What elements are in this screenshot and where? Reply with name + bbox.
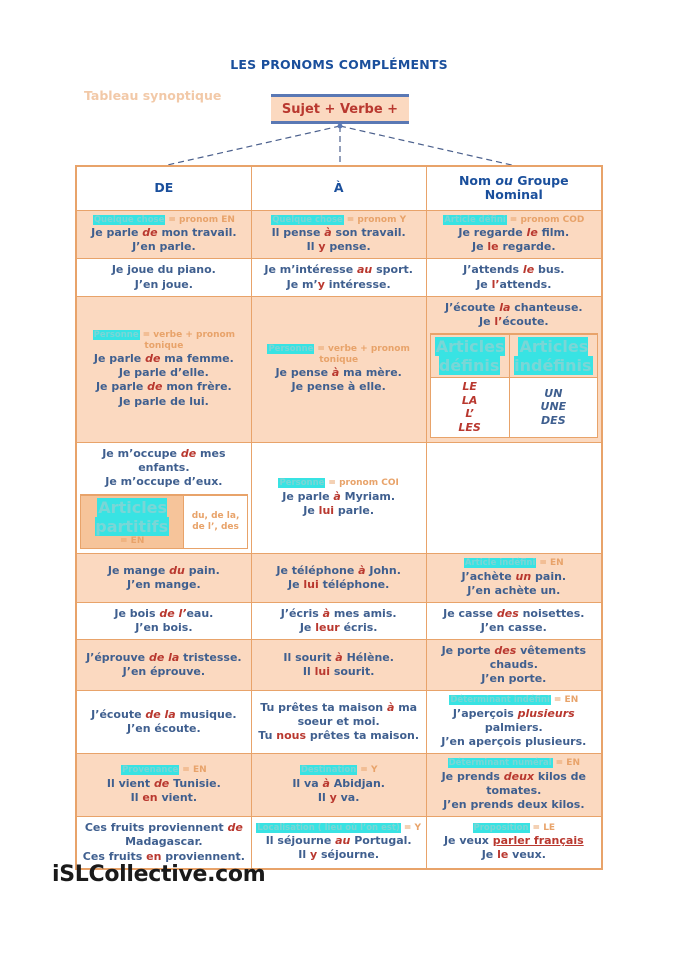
- sentence-line: Il y séjourne.: [298, 848, 380, 862]
- sentence-line: Je prends deux kilos de tomates.: [441, 770, 587, 798]
- table-row: [76, 817, 602, 869]
- example-sentences: [430, 644, 598, 686]
- sentence-line: Je parle d’elle.: [118, 366, 209, 380]
- sentence-line: Je bois de l’eau.: [114, 606, 214, 620]
- sentence-line: J’écoute la chanteuse.: [445, 300, 583, 314]
- example-sentences: [255, 607, 423, 635]
- sentence-line: Ces fruits en proviennent.: [82, 849, 245, 863]
- sentence-line: J’en parle.: [132, 240, 196, 254]
- sentence-line: J’attends le bus.: [463, 263, 565, 277]
- sentence-line: Je casse des noisettes.: [443, 606, 585, 620]
- highlighted-term: Localisation ( lieu où l’on est): [257, 822, 400, 833]
- sentence-line: J’en mange.: [127, 577, 201, 591]
- table-row: [76, 296, 602, 442]
- cell-label: [255, 344, 423, 366]
- sentence-line: Il y pense.: [306, 240, 371, 254]
- sentence-line: Je mange du pain.: [107, 563, 220, 577]
- cell-nom-row10: [426, 817, 602, 869]
- example-sentences: [80, 447, 248, 489]
- example-sentences: [80, 564, 248, 592]
- sentence-line: J’aperçois plusieurs palmiers.: [452, 707, 575, 735]
- article-value: UNE: [540, 400, 567, 414]
- cell-label: [430, 558, 598, 569]
- sentence-line: Tu nous prêtes ta maison.: [258, 729, 420, 743]
- pronoun-table: [75, 165, 603, 870]
- cell-nom-row1: [426, 210, 602, 259]
- article-value: DES: [541, 414, 566, 428]
- example-sentences: [430, 707, 598, 749]
- sentence-line: J’écris à mes amis.: [280, 606, 397, 620]
- column-header-3: Nom ou Groupe Nominal: [426, 166, 602, 210]
- cell-de-row10: [76, 817, 251, 869]
- sentence-line: Il séjourne au Portugal.: [265, 834, 412, 848]
- sentence-line: Il y va.: [317, 791, 360, 805]
- highlighted-term: Article défini: [444, 214, 506, 225]
- example-sentences: [430, 226, 598, 254]
- equals-note: = pronom Y: [346, 214, 407, 225]
- table-row: [76, 442, 602, 553]
- articles-subtable: [430, 334, 598, 438]
- sentence-line: Ces fruits proviennent de Madagascar.: [84, 821, 243, 849]
- equals-note: = EN: [539, 558, 564, 568]
- partitif-strip: [80, 495, 248, 549]
- sentence-line: J’écoute de la musique.: [91, 708, 237, 722]
- cell-nom-row2: [426, 259, 602, 296]
- highlighted-term: Destination: [300, 765, 357, 776]
- equals-note: = EN: [120, 536, 145, 546]
- highlighted-term: Articles définis: [435, 336, 505, 375]
- sentence-line: Je téléphone à John.: [276, 563, 401, 577]
- sentence-line: Je m’occupe d’eux.: [105, 474, 223, 488]
- highlighted-term: Personne: [268, 343, 314, 354]
- cell-de-row1: [76, 210, 251, 259]
- sentence-line: J’en bois.: [135, 621, 193, 635]
- cell-a-row5: [251, 554, 426, 603]
- highlighted-term: Articles partitifs: [95, 498, 169, 536]
- highlighted-term: Articles indéfinis: [514, 336, 592, 375]
- sentence-line: Je pense à ma mère.: [275, 366, 402, 380]
- article-value: UN: [544, 386, 563, 400]
- cell-label: [80, 330, 248, 352]
- example-sentences: [255, 564, 423, 592]
- cell-label: [255, 478, 423, 489]
- sentence-line: Je parle à Myriam.: [282, 489, 396, 503]
- sentence-line: Je parle de lui.: [118, 394, 209, 408]
- sentence-line: Il pense à son travail.: [271, 226, 406, 240]
- example-sentences: [430, 834, 598, 862]
- cell-nom-row5: [426, 554, 602, 603]
- sentence-line: J’en casse.: [480, 621, 547, 635]
- sentence-line: Il va à Abidjan.: [292, 777, 385, 791]
- cell-a-row6: [251, 602, 426, 639]
- cell-de-row2: [76, 259, 251, 296]
- table-row: [76, 554, 602, 603]
- sentence-line: J’en aperçois plusieurs.: [441, 735, 587, 749]
- sentence-line: Je parle de mon travail.: [91, 226, 237, 240]
- cell-label: [255, 215, 423, 226]
- example-sentences: [80, 352, 248, 408]
- cell-label: [430, 823, 598, 834]
- cell-a-row8: [251, 691, 426, 754]
- equals-note: = EN: [553, 695, 579, 706]
- example-sentences: [80, 651, 248, 679]
- sentence-line: J’en écoute.: [127, 722, 201, 736]
- cell-nom-row3: [426, 296, 602, 442]
- example-sentences: [430, 263, 598, 291]
- root-node-sujet-verbe: Sujet + Verbe +: [271, 94, 409, 124]
- table-row: [76, 210, 602, 259]
- cell-label: [430, 758, 598, 769]
- example-sentences: [255, 226, 423, 254]
- example-sentences: [80, 607, 248, 635]
- cell-a-row7: [251, 640, 426, 691]
- highlighted-term: Personne: [279, 477, 325, 488]
- sentence-line: Je m’y intéresse.: [286, 277, 391, 291]
- partitif-value: de l’, des: [192, 522, 239, 532]
- partitif-label-cell: [81, 496, 184, 549]
- cell-label: [430, 695, 598, 706]
- table-body: [76, 166, 602, 869]
- sentence-line: Je joue du piano.: [111, 263, 216, 277]
- equals-note: = verbe + pronom tonique: [317, 343, 410, 365]
- column-header-1: DE: [76, 166, 251, 210]
- example-sentences: [255, 834, 423, 862]
- article-value: LA: [461, 393, 478, 407]
- articles-indefini-values: [509, 377, 597, 437]
- cell-a-row10: [251, 817, 426, 869]
- sentence-line: J’achète un pain.: [461, 569, 567, 583]
- cell-nom-row4: [426, 442, 602, 553]
- sentence-line: Je l’attends.: [476, 277, 552, 291]
- sentence-line: Je parle de mon frère.: [95, 380, 232, 394]
- equals-note: = pronom COI: [328, 477, 399, 488]
- sentence-line: Tu prêtes ta maison à ma soeur et moi.: [260, 701, 418, 729]
- equals-note: = pronom EN: [168, 214, 235, 225]
- article-value: LE: [462, 379, 477, 393]
- page-subtitle: Tableau synoptique: [84, 88, 222, 103]
- example-sentences: [80, 263, 248, 291]
- sentence-line: Il en vient.: [130, 791, 198, 805]
- example-sentences: [80, 821, 248, 863]
- example-sentences: [80, 777, 248, 805]
- highlighted-term: Proposition: [473, 822, 529, 833]
- equals-note: = EN: [555, 758, 580, 769]
- cell-de-row4: [76, 442, 251, 553]
- equals-note: = Y: [403, 822, 422, 833]
- highlighted-term: Provenance: [122, 765, 179, 776]
- cell-de-row3: [76, 296, 251, 442]
- equals-note: = pronom COD: [509, 214, 585, 225]
- table-header-row: [76, 166, 602, 210]
- cell-label: [255, 765, 423, 776]
- cell-nom-row7: [426, 640, 602, 691]
- cell-a-row3: [251, 296, 426, 442]
- sentence-line: Je porte des vêtements chauds.: [441, 644, 587, 672]
- cell-nom-row8: [426, 691, 602, 754]
- table-row: [76, 259, 602, 296]
- sentence-line: Je leur écris.: [299, 621, 378, 635]
- equals-note: = verbe + pronom tonique: [142, 329, 236, 351]
- equals-note: = EN: [182, 765, 207, 776]
- cell-nom-row9: [426, 754, 602, 817]
- column-header-2: À: [251, 166, 426, 210]
- example-sentences: [255, 263, 423, 291]
- sentence-line: Je lui téléphone.: [288, 577, 390, 591]
- sentence-line: Il lui sourit.: [302, 665, 375, 679]
- cell-de-row5: [76, 554, 251, 603]
- example-sentences: [430, 301, 598, 329]
- example-sentences: [80, 708, 248, 736]
- example-sentences: [430, 770, 598, 812]
- sentence-line: Je le regarde.: [472, 240, 556, 254]
- partitif-strip-wrap: [80, 494, 248, 549]
- table-row: [76, 640, 602, 691]
- articles-defini-values: [430, 377, 509, 437]
- sentence-line: Je lui parle.: [303, 503, 375, 517]
- highlighted-term: Déterminant numéral: [448, 758, 552, 769]
- cell-label: [80, 215, 248, 226]
- cell-de-row7: [76, 640, 251, 691]
- example-sentences: [255, 490, 423, 518]
- table-row: [76, 754, 602, 817]
- cell-nom-row6: [426, 602, 602, 639]
- sentence-line: J’en joue.: [134, 277, 193, 291]
- sentence-line: Je l’écoute.: [478, 314, 549, 328]
- articles-defini-header: [430, 334, 509, 377]
- cell-de-row8: [76, 691, 251, 754]
- highlighted-term: Personne: [93, 329, 139, 340]
- cell-label: [430, 215, 598, 226]
- sentence-line: Je regarde le film.: [458, 226, 570, 240]
- sentence-line: Il vient de Tunisie.: [106, 777, 221, 791]
- example-sentences: [255, 777, 423, 805]
- table-row: [76, 691, 602, 754]
- example-sentences: [430, 570, 598, 598]
- cell-a-row4: [251, 442, 426, 553]
- sentence-line: J’éprouve de la tristesse.: [86, 651, 242, 665]
- cell-label: [80, 765, 248, 776]
- sentence-line: J’en prends deux kilos.: [443, 798, 585, 812]
- cell-a-row9: [251, 754, 426, 817]
- highlighted-term: Quelque chose: [93, 214, 165, 225]
- page-title: LES PRONOMS COMPLÉMENTS: [230, 57, 448, 72]
- cell-a-row1: [251, 210, 426, 259]
- sentence-line: Je m’occupe de mes enfants.: [102, 446, 226, 474]
- highlighted-term: Article indéfini: [464, 558, 536, 568]
- sentence-line: J’en achète un.: [467, 583, 561, 597]
- cell-a-row2: [251, 259, 426, 296]
- equals-note: = LE: [532, 822, 556, 833]
- highlighted-term: Déterminant indéfini: [450, 695, 550, 706]
- sentence-line: J’en éprouve.: [122, 665, 206, 679]
- partitif-values-cell: [184, 496, 247, 549]
- sentence-line: Il sourit à Hélène.: [283, 651, 394, 665]
- highlighted-term: Quelque chose: [272, 214, 343, 225]
- sentence-line: Je parle de ma femme.: [93, 352, 234, 366]
- articles-subtable-wrap: [430, 333, 598, 438]
- example-sentences: [255, 651, 423, 679]
- article-value: LES: [458, 421, 481, 435]
- table-row: [76, 602, 602, 639]
- example-sentences: [430, 607, 598, 635]
- equals-note: = Y: [360, 765, 378, 776]
- sentence-line: Je m’intéresse au sport.: [264, 263, 413, 277]
- cell-de-row9: [76, 754, 251, 817]
- brand-footer: iSLCollective.com: [52, 862, 266, 887]
- article-value: L’: [465, 407, 474, 421]
- articles-indefini-header: [509, 334, 597, 377]
- cell-de-row6: [76, 602, 251, 639]
- partitif-value: du, de la,: [191, 510, 240, 521]
- sentence-line: Je pense à elle.: [291, 380, 386, 394]
- example-sentences: [80, 226, 248, 254]
- sentence-line: Je le veux.: [481, 848, 546, 862]
- cell-label: [255, 823, 423, 834]
- example-sentences: [255, 701, 423, 743]
- sentence-line: J’en porte.: [481, 672, 547, 686]
- example-sentences: [255, 366, 423, 394]
- sentence-line: Je veux parler français: [443, 834, 584, 848]
